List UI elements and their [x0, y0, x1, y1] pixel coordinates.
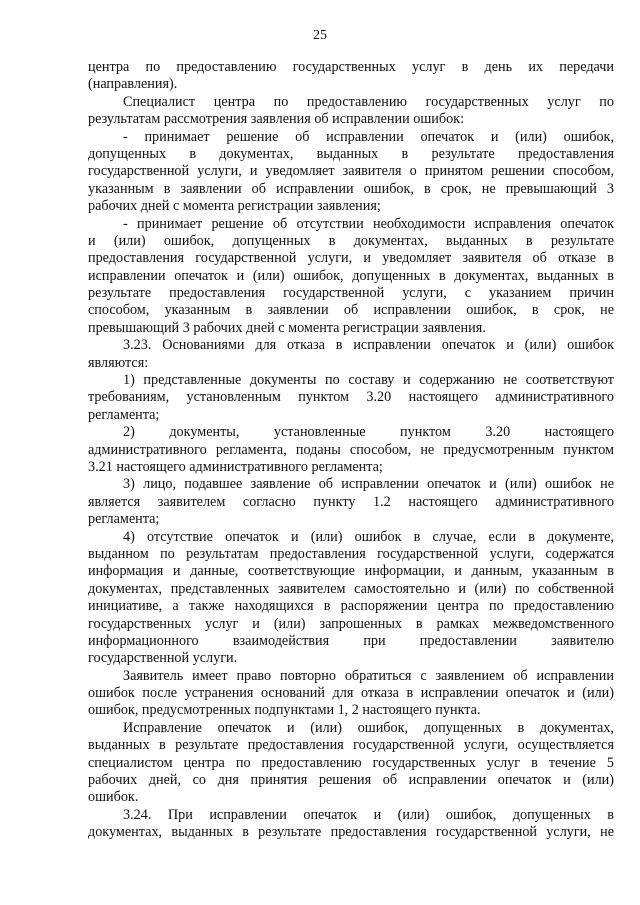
- text-line: государственной услуги.: [88, 650, 238, 667]
- text-line: 3.24. При исправлении опечаток и (или) ошибок, допущенных в: [123, 806, 614, 823]
- text-line: Специалист центра по предоставлению государственных услуг по: [123, 93, 614, 110]
- text-line: рабочих дней, со дня принятия решения об исправлении опечаток и (или): [88, 772, 614, 789]
- text-line: документах, представленных заявителем самостоятельно и (или) по собственной: [88, 580, 614, 597]
- text-line: информация и данные, соответствующие информации, и данным, указанным в: [88, 563, 614, 580]
- text-line: государственной услуги, и уведомляет заявителя о принятом решении способом,: [88, 163, 614, 180]
- text-line: (направления).: [88, 76, 178, 93]
- text-line: информационного взаимодействия при предоставлении заявителю: [88, 632, 614, 649]
- text-line: Заявитель имеет право повторно обратиться с заявлением об исправлении: [123, 667, 614, 684]
- text-line: способом, указанным в заявлении об исправлении ошибок, в срок, не: [88, 302, 614, 319]
- text-line: 3.21 настоящего административного регламента;: [88, 458, 383, 475]
- text-line: ошибок, предусмотренных подпунктами 1, 2 настоящего пункта.: [88, 702, 481, 719]
- text-line: инициативе, а также находящихся в распоряжении центра по предоставлению: [88, 598, 614, 615]
- text-line: 1) представленные документы по составу и содержанию не соответствуют: [123, 372, 614, 389]
- text-line: Исправление опечаток и (или) ошибок, допущенных в документах,: [123, 719, 614, 736]
- text-line: превышающий 3 рабочих дней с момента регистрации заявления.: [88, 319, 486, 336]
- text-line: 3) лицо, подавшее заявление об исправлении опечаток и (или) ошибок не: [123, 476, 614, 493]
- text-line: требованиям, установленным пунктом 3.20 настоящего административного: [88, 389, 614, 406]
- text-line: административного регламента, поданы способом, не предусмотренным пунктом: [88, 441, 614, 458]
- text-line: специалистом центра по предоставлению государственных услуг в течение 5: [88, 754, 614, 771]
- text-line: предоставления государственной услуги, и уведомляет заявителя об отказе в: [88, 250, 614, 267]
- text-line: ошибок после устранения оснований для отказа в исправлении опечаток и (или): [88, 685, 614, 702]
- text-line: выданном по результатам предоставления государственной услуги, содержатся: [88, 545, 614, 562]
- text-line: регламента;: [88, 511, 160, 528]
- text-line: указанным в заявлении об исправлении ошибок, в срок, не превышающий 3: [88, 180, 614, 197]
- text-line: ошибок.: [88, 789, 139, 806]
- text-line: является заявителем согласно пункту 1.2 настоящего административного: [88, 493, 614, 510]
- text-line: результате предоставления государственной услуги, с указанием причин: [88, 285, 614, 302]
- text-line: являются:: [88, 354, 149, 371]
- text-line: 2) документы, установленные пунктом 3.20 настоящего: [123, 424, 614, 441]
- text-line: 3.23. Основаниями для отказа в исправлении опечаток и (или) ошибок: [123, 337, 614, 354]
- text-line: результатам рассмотрения заявления об исправлении ошибок:: [88, 111, 465, 128]
- text-line: - принимает решение об исправлении опечаток и (или) ошибок,: [123, 128, 614, 145]
- text-line: регламента;: [88, 406, 160, 423]
- text-line: рабочих дней с момента регистрации заявления;: [88, 198, 381, 215]
- page-number: 25: [313, 28, 327, 43]
- text-line: - принимает решение об отсутствии необходимости исправления опечаток: [123, 215, 614, 232]
- text-line: документах, выданных в результате предоставления государственной услуги, не: [88, 824, 614, 841]
- text-line: и (или) ошибок, допущенных в документах, выданных в результате: [88, 232, 614, 249]
- text-line: 4) отсутствие опечаток и (или) ошибок в случае, если в документе,: [123, 528, 614, 545]
- text-line: допущенных в документах, выданных в результате предоставления: [88, 145, 614, 162]
- text-line: выданных в результате предоставления государственной услуги, осуществляется: [88, 737, 614, 754]
- text-line: государственных услуг и (или) запрошенных в рамках межведомственного: [88, 615, 614, 632]
- document-body: [88, 59, 614, 842]
- text-line: исправлении опечаток и (или) ошибок, допущенных в документах, выданных в: [88, 267, 614, 284]
- text-line: центра по предоставлению государственных услуг в день их передачи: [88, 59, 614, 75]
